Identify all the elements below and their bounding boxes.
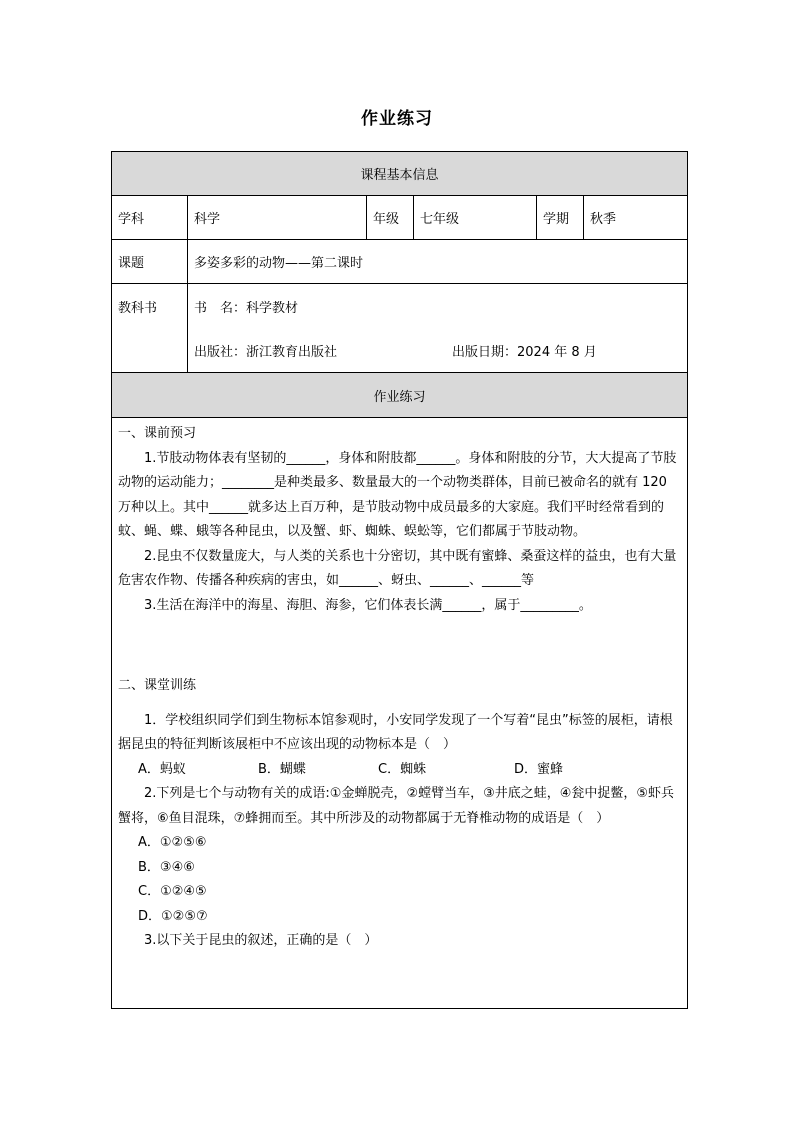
s2-q1-option-d: D．蜜蜂 [514,761,564,777]
s2-q1-options [118,758,681,783]
section1-title: 一、课前预习 [118,426,197,441]
course-info-header: 课程基本信息 [112,152,688,196]
grade-label: 年级 [367,196,414,240]
publish-date: 出版日期：2024 年 8 月 [452,344,597,360]
s1-question-1: 1.节肢动物体表有坚韧的______，身体和附肢都______。身体和附肢的分节，大大提高了节肢动物的运动能力；________是种类最多、数量最大的一个动物类群体，目前已被命名的就有 120 万种以上。其中______就多达上百万种，是节肢动物中成员最多的大家庭。我们平时经常看到的蚊、蝇、蝶、蛾等各种昆虫，以及蟹、虾、蜘蛛、蜈蚣等，它们都属于节肢动物。 [118,450,677,539]
s2-q2-option-a: A．①②⑤⑥ [138,835,207,850]
exercise-content [112,418,688,1009]
s2-question-1: 1．学校组织同学们到生物标本馆参观时，小安同学发现了一个写着“昆虫”标签的展柜，请根据昆虫的特征判断该展柜中不应该出现的动物标本是（ ） [118,712,673,752]
s2-q1-option-c: C．蜘蛛 [378,761,427,777]
textbook-label: 教科书 [112,284,188,373]
course-table [111,151,688,1009]
term-value: 秋季 [584,196,688,240]
publisher-line [194,328,681,372]
s2-question-3: 3.以下关于昆虫的叙述，正确的是（ ） [144,933,378,948]
book-name: 书 名：科学教材 [194,300,299,316]
page-title: 作业练习 [361,109,433,129]
s2-q1-option-a: A．蚂蚁 [138,761,186,777]
term-label: 学期 [537,196,584,240]
s1-question-3: 3.生活在海洋中的海星、海胆、海参，它们体表长满______，属于_________。 [144,597,592,613]
s2-q2-option-c: C．①②④⑤ [138,884,207,899]
topic-value: 多姿多彩的动物——第二课时 [188,240,688,284]
textbook-details [188,284,688,373]
topic-label: 课题 [112,240,188,284]
s1-question-2: 2.昆虫不仅数量庞大，与人类的关系也十分密切，其中既有蜜蜂、桑蚕这样的益虫，也有大量危害农作物、传播各种疾病的害虫，如______、蚜虫、______、______等 [118,548,677,588]
subject-value: 科学 [188,196,367,240]
s2-q2-option-d: D．①②⑤⑦ [138,908,208,924]
subject-label: 学科 [112,196,188,240]
section2-title: 二、课堂训练 [118,678,197,693]
s2-q1-option-b: B．蝴蝶 [258,761,306,777]
grade-value: 七年级 [414,196,537,240]
s2-q2-option-b: B．③④⑥ [138,859,195,875]
s2-question-2: 2.下列是七个与动物有关的成语:①金蝉脱壳，②螳臂当车，③井底之蛙，④瓮中捉鳖，⑤虾兵蟹将，⑥鱼目混珠，⑦蜂拥而至。其中所涉及的动物都属于无脊椎动物的成语是（ ） [118,786,675,826]
publisher: 出版社：浙江教育出版社 [194,344,338,360]
exercise-header: 作业练习 [112,373,688,418]
